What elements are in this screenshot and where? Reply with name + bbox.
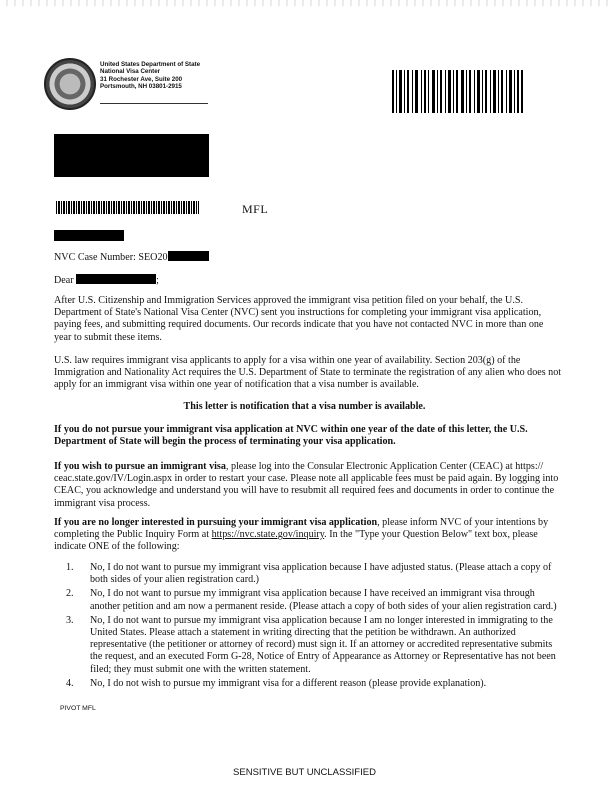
salutation-punctuation: ;	[156, 275, 159, 286]
case-number-label: NVC Case Number: SEO20	[54, 252, 168, 263]
salutation-line	[54, 274, 159, 287]
withdraw-body: , please inform NVC of your intentions by completing the Public Inquiry Form at	[54, 517, 549, 541]
address-divider	[100, 103, 208, 104]
option-number: 3.	[66, 614, 74, 626]
mfl-label: MFL	[242, 202, 269, 216]
redacted-case-number	[168, 251, 209, 261]
redacted-recipient-name	[76, 274, 156, 284]
list-item	[66, 615, 562, 676]
case-number-line	[54, 251, 209, 264]
paragraph-1: After U.S. Citizenship and Immigration Services approved the immigrant visa petition filed on your behalf, the U.S. Department of State's National Visa Center (NVC) sent you instructions for completing your immigrant visa application, paying fees, and submitting required documents. Our records indicate that you have not contacted NVC in more than one year to submit these items.	[54, 295, 544, 343]
barcode-top	[392, 70, 524, 113]
salutation: Dear	[54, 275, 74, 286]
paragraph-pursue	[54, 461, 564, 510]
classification-footer: SENSITIVE BUT UNCLASSIFIED	[233, 767, 376, 778]
department-of-state-seal-icon	[44, 58, 96, 110]
barcode-icon	[392, 70, 524, 113]
option-text: No, I do not want to pursue my immigrant visa application because I have received an immigrant visa through another petition and am now a permanent reside. (Please attach a copy of both sides of your alien registration card.)	[90, 588, 557, 612]
address-line: United States Department of State	[100, 61, 201, 68]
redacted-name	[54, 230, 124, 241]
paragraph-withdraw	[54, 517, 564, 554]
list-item	[66, 588, 562, 612]
options-list	[66, 562, 562, 692]
withdraw-lead: If you are no longer interested in pursuing your immigrant visa application	[54, 517, 378, 528]
barcode-icon	[56, 201, 199, 214]
notification-heading: This letter is notification that a visa number is available.	[183, 401, 426, 412]
barcode-small	[56, 201, 199, 214]
pursue-lead: If you wish to pursue an immigrant visa	[54, 461, 226, 472]
list-item	[66, 562, 562, 586]
scan-artifact-strip	[0, 0, 609, 6]
address-line: 31 Rochester Ave, Suite 200	[100, 75, 183, 83]
option-text: No, I do not wish to pursue my immigrant visa for a different reason (please provide explanation).	[90, 677, 487, 689]
address-line: Portsmouth, NH 03801-2915	[100, 82, 182, 90]
option-number: 1.	[66, 562, 74, 573]
option-number: 4.	[66, 677, 74, 689]
pursue-body: , please log into the Consular Electronic Application Center (CEAC) at https:// ceac.state.gov/IV/Login.aspx in order to restart your case. Please note all applicable fees must be paid again. By logging into CEAC, you acknowledge and understand you will have to resubmit all required fees and documents in order to continue the immigrant visa process.	[54, 461, 559, 509]
sender-address	[100, 61, 210, 90]
list-item	[66, 678, 562, 690]
footer-code: PIVOT MFL	[60, 705, 96, 712]
withdraw-end: . In the "Type your Question Below" text box, please indicate ONE of the following:	[54, 529, 538, 553]
option-text: No, I do not want to pursue my immigrant visa application because I have adjusted status. (Please attach a copy of both sides of your alien registration card.)	[90, 562, 552, 586]
option-text: No, I do not want to pursue my immigrant visa application because I am no longer interested in immigrating to the United States. Please attach a statement in writing directing that the petition be withdrawn. An authorized representative (the petitioner or attorney of record) must sign it. If an attorney or accredited representative submits the request, and an executed Form G-28, Notice of Entry of Appearance as Attorney or Representative has not been filed; they must submit one with the written statement.	[90, 614, 556, 675]
paragraph-warning: If you do not pursue your immigrant visa application at NVC within one year of the date of this letter, the U.S. Department of State will begin the process of terminating your visa application.	[54, 424, 528, 448]
address-line: National Visa Center	[100, 68, 161, 76]
redacted-recipient-address	[54, 134, 209, 177]
inquiry-link[interactable]: https://nvc.state.gov/inquiry	[211, 529, 325, 541]
paragraph-2: U.S. law requires immigrant visa applicants to apply for a visa within one year of availability. Section 203(g) of the Immigration and Nationality Act requires the U.S. Department of State to terminate the registration of any alien who does not apply for an immigrant visa within one year of notification that a visa number is available.	[54, 355, 562, 391]
option-number: 2.	[66, 588, 74, 600]
